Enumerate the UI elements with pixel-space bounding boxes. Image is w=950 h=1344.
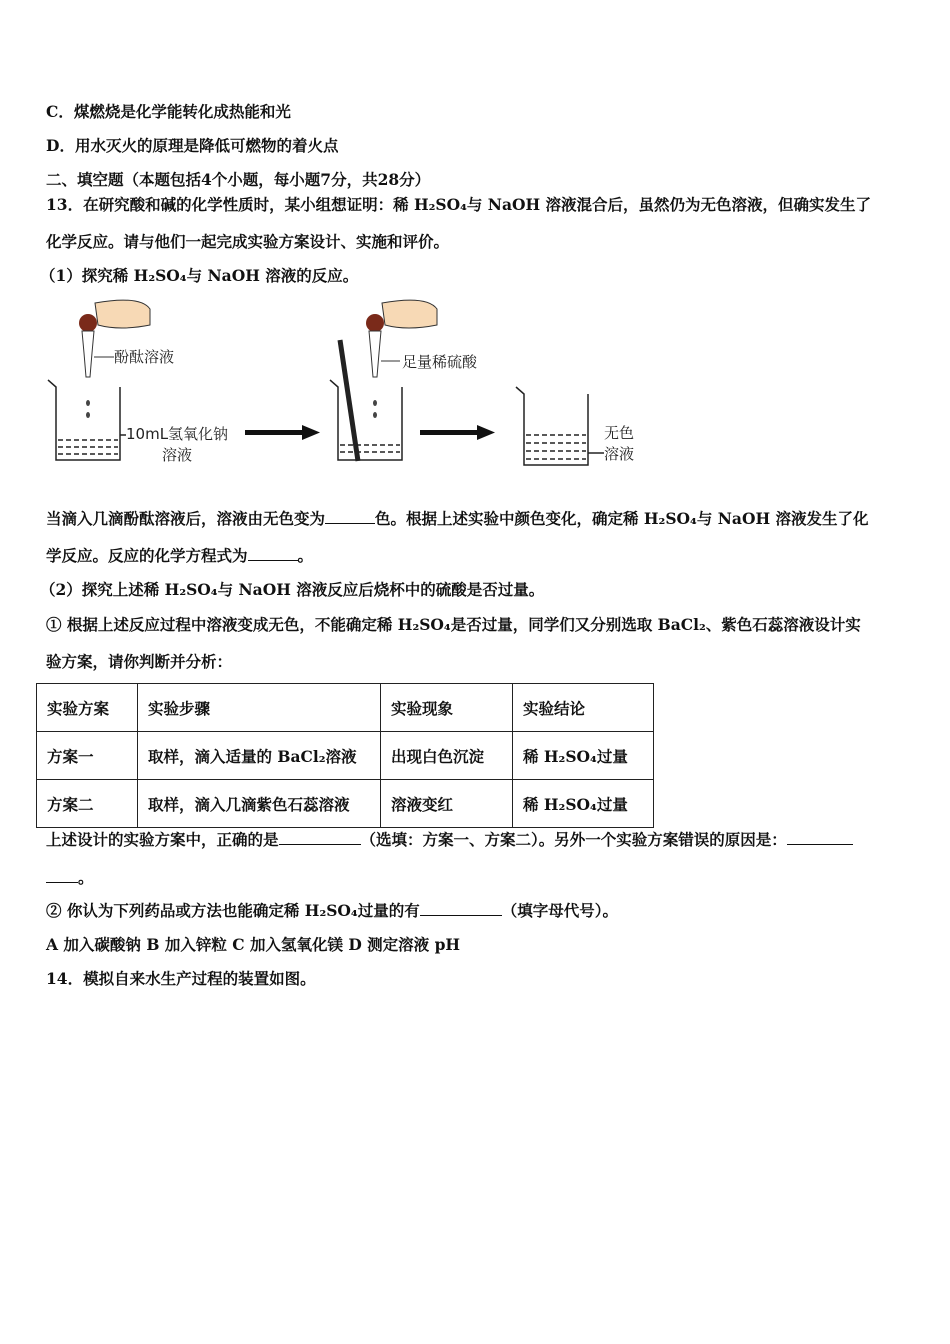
experiment-figure <box>40 295 660 475</box>
table-header-row <box>37 684 654 732</box>
table-cell: 稀 H₂SO₄过量 <box>513 780 654 828</box>
beaker-1 <box>48 380 126 460</box>
answer-line-cont: 。 <box>46 868 94 888</box>
label-sulfuric-acid: 足量稀硫酸 <box>402 353 478 371</box>
part-2-heading: （2）探究上述稀 H₂SO₄与 NaOH 溶液反应后烧杯中的硫酸是否过量。 <box>40 580 545 599</box>
question-13-line2: 化学反应。请与他们一起完成实验方案设计、实施和评价。 <box>46 232 450 251</box>
circle1-line1: ① 根据上述反应过程中溶液变成无色，不能确定稀 H₂SO₄是否过量，同学们又分别选取 BaCl₂、紫色石蕊溶液设计实 <box>46 615 861 634</box>
circle1-line2: 验方案，请你判断并分析： <box>46 652 233 671</box>
table-cell: 方案二 <box>37 780 138 828</box>
section-2-heading: 二、填空题（本题包括4个小题，每小题7分，共28分） <box>46 170 431 189</box>
label-naoh-1: 10mL氢氧化钠 <box>126 425 229 443</box>
table-header: 实验结论 <box>513 684 654 732</box>
table-header: 实验步骤 <box>138 684 381 732</box>
table-row <box>37 780 654 828</box>
circle2-line: ② 你认为下列药品或方法也能确定稀 H₂SO₄过量的有 （填字母代号）。 <box>46 901 618 920</box>
color-change-line: 当滴入几滴酚酞溶液后，溶液由无色变为 色。根据上述实验中颜色变化，确定稀 H₂SO₄与 NaOH 溶液发生了化 <box>46 509 869 528</box>
table-header: 实验方案 <box>37 684 138 732</box>
error-reason-blank[interactable] <box>787 830 853 845</box>
label-naoh-2: 溶液 <box>162 446 193 464</box>
question-14: 14．模拟自来水生产过程的装置如图。 <box>46 969 316 988</box>
part-1-heading: （1）探究稀 H₂SO₄与 NaOH 溶液的反应。 <box>40 266 359 285</box>
color-answer-blank[interactable] <box>325 509 375 524</box>
table-cell: 取样，滴入几滴紫色石蕊溶液 <box>138 780 381 828</box>
arrow-1 <box>245 425 320 440</box>
choice-options: A 加入碳酸钠 B 加入锌粒 C 加入氢氧化镁 D 测定溶液 pH <box>46 935 461 954</box>
stirring-rod <box>340 340 358 461</box>
equation-line: 学反应。反应的化学方程式为 。 <box>46 546 314 565</box>
correct-plan-blank[interactable] <box>279 830 361 845</box>
table-cell: 溶液变红 <box>381 780 513 828</box>
table-cell: 稀 H₂SO₄过量 <box>513 732 654 780</box>
experiment-table <box>36 683 654 828</box>
error-reason-blank-cont[interactable] <box>46 868 78 883</box>
table-cell: 方案一 <box>37 732 138 780</box>
table-row <box>37 732 654 780</box>
option-d: D．用水灭火的原理是降低可燃物的着火点 <box>46 136 339 155</box>
beaker-3 <box>516 387 604 465</box>
equation-answer-blank[interactable] <box>248 546 298 561</box>
arrow-2 <box>420 425 495 440</box>
table-header: 实验现象 <box>381 684 513 732</box>
beaker-2 <box>330 380 402 460</box>
reagent-answer-blank[interactable] <box>420 901 502 916</box>
option-c: C．煤燃烧是化学能转化成热能和光 <box>46 102 291 121</box>
table-cell: 取样，滴入适量的 BaCl₂溶液 <box>138 732 381 780</box>
question-13-line1: 13．在研究酸和碱的化学性质时，某小组想证明：稀 H₂SO₄与 NaOH 溶液混合后，虽然仍为无色溶液，但确实发生了 <box>46 195 872 214</box>
label-phenolphthalein: 酚酞溶液 <box>114 348 175 366</box>
answer-line: 上述设计的实验方案中，正确的是 （选填：方案一、方案二）。另外一个实验方案错误的原因是： <box>46 830 853 850</box>
label-colorless-2: 溶液 <box>604 445 635 463</box>
table-cell: 出现白色沉淀 <box>381 732 513 780</box>
label-colorless-1: 无色 <box>604 424 635 442</box>
